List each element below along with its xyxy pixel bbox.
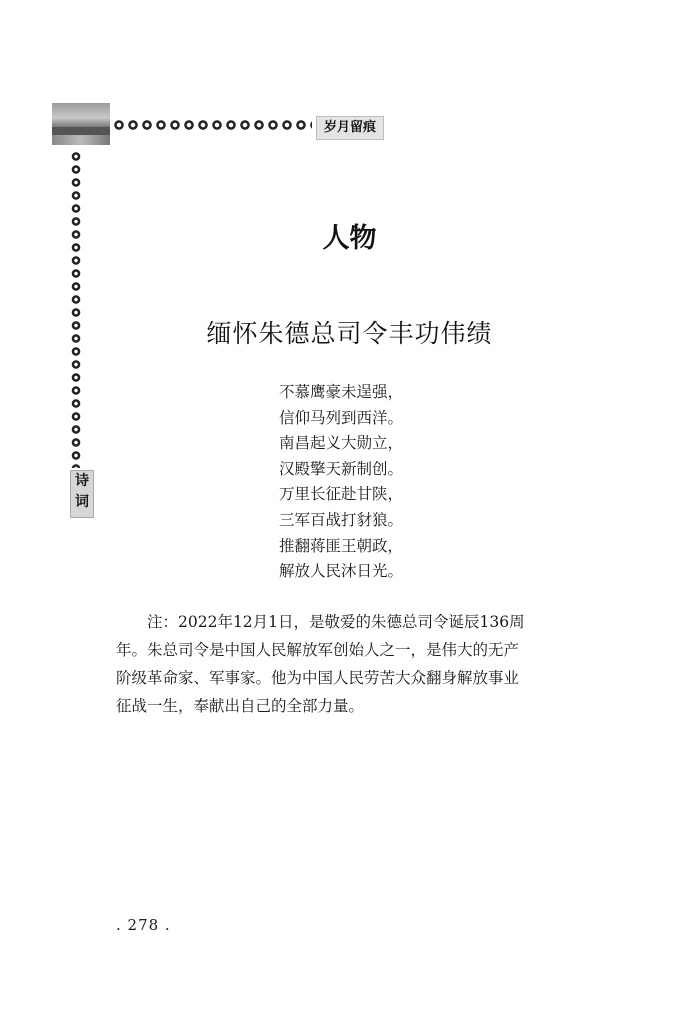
photo-water xyxy=(52,135,110,145)
note-line: 年。朱总司令是中国人民解放军创始人之一，是伟大的无产 xyxy=(116,641,520,659)
side-tab-char-2: 词 xyxy=(75,494,89,510)
poem-line: 万里长征赴甘陕， xyxy=(279,485,404,504)
poem-line: 推翻蒋匪王朝政， xyxy=(279,536,404,555)
photo-hill xyxy=(52,127,110,135)
poem-line: 三军百战打豺狼。 xyxy=(279,510,404,529)
note-line: 注：2022年12月1日，是敬爱的朱德总司令诞辰136周 xyxy=(116,613,525,631)
poem-body xyxy=(279,380,403,585)
category-title: 人物 xyxy=(322,223,377,254)
note-line: 阶级革命家、军事家。他为中国人民劳苦大众翻身解放事业 xyxy=(116,669,520,687)
poem-line: 不慕鹰豪未逞强， xyxy=(279,383,404,401)
note-line: 征战一生，奉献出自己的全部力量。 xyxy=(116,697,365,715)
side-tab-char-1: 诗 xyxy=(75,473,89,489)
header-landscape-photo xyxy=(52,103,110,145)
side-tab-poetry xyxy=(70,470,94,518)
poem-line: 南昌起义大勋立， xyxy=(279,434,404,453)
top-decorative-border xyxy=(112,118,312,132)
poem-line: 信仰马列到西洋。 xyxy=(279,408,404,427)
section-label: 岁月留痕 xyxy=(316,116,384,140)
side-decorative-border xyxy=(70,150,82,468)
page-number: . 278 . xyxy=(116,916,171,934)
poem-title: 缅怀朱德总司令丰功伟绩 xyxy=(206,319,493,348)
poem-line: 解放人民沐日光。 xyxy=(279,562,404,581)
note-paragraph xyxy=(116,608,598,720)
poem-line: 汉殿擎天新制创。 xyxy=(279,459,404,478)
